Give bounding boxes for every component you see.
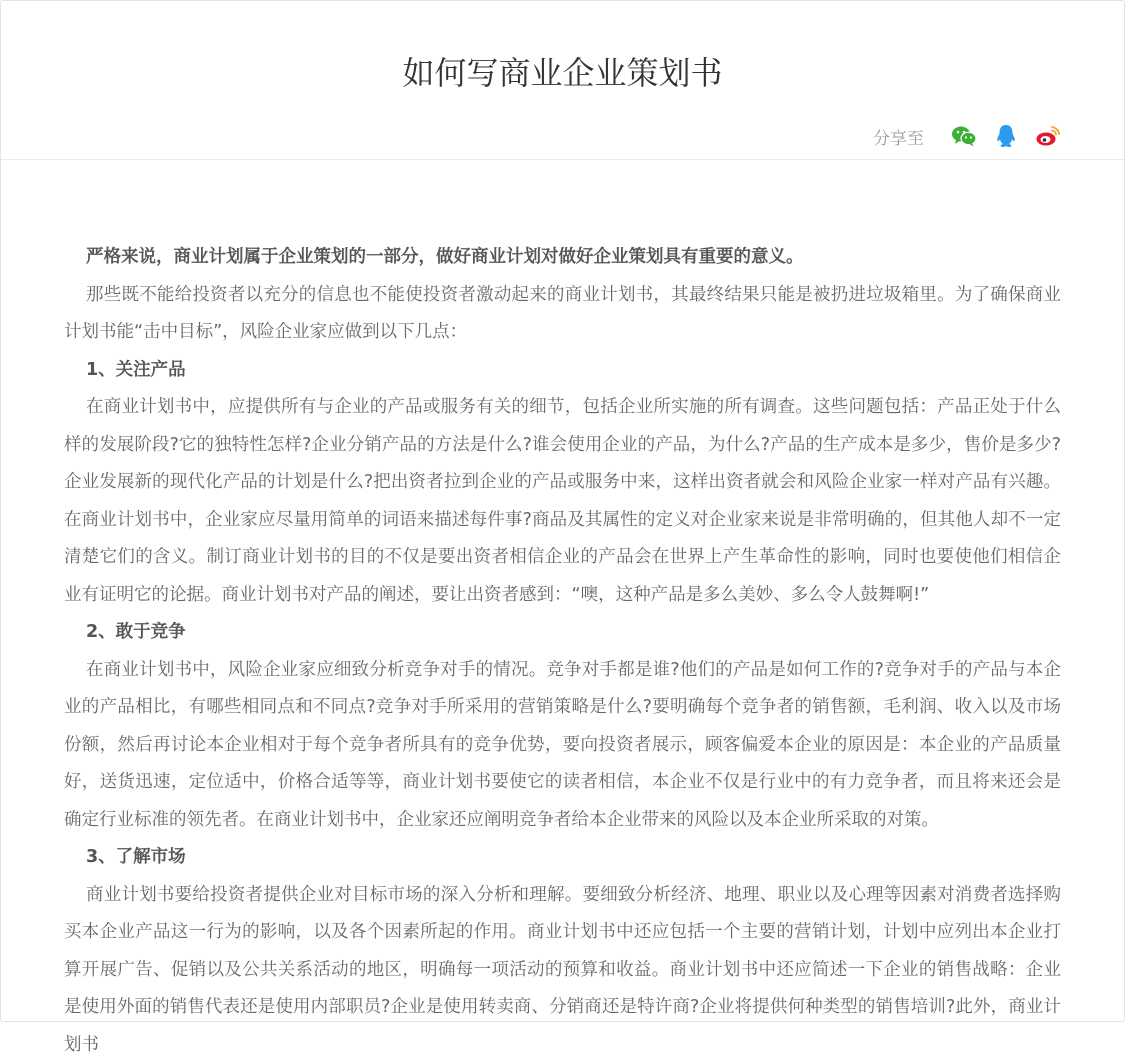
wechat-icon[interactable] xyxy=(950,122,978,150)
page-title: 如何写商业企业策划书 xyxy=(1,51,1124,95)
section-heading: 1、关注产品 xyxy=(64,352,1061,390)
weibo-icon[interactable] xyxy=(1034,122,1062,150)
section-heading: 2、敢于竞争 xyxy=(64,614,1061,652)
paragraph: 在商业计划书中，风险企业家应细致分析竞争对手的情况。竞争对手都是谁?他们的产品是如何工作的?竞争对手的产品与本企业的产品相比，有哪些相同点和不同点?竞争对手所采用的营销策略是什么?要明确每个竞争者的销售额，毛利润、收入以及市场份额，然后再讨论本企业相对于每个竞争者所具有的竞争优势，要向投资者展示，顾客偏爱本企业的原因是：本企业的产品质量好，送货迅速，定位适中，价格合适等等，商业计划书要使它的读者相信，本企业不仅是行业中的有力竞争者，而且将来还会是确定行业标准的领先者。在商业计划书中，企业家还应阐明竞争者给本企业带来的风险以及本企业所采取的对策。 xyxy=(64,652,1061,840)
paragraph: 那些既不能给投资者以充分的信息也不能使投资者激动起来的商业计划书，其最终结果只能是被扔进垃圾箱里。为了确保商业计划书能“击中目标”，风险企业家应做到以下几点： xyxy=(64,277,1061,352)
paragraph: 在商业计划书中，应提供所有与企业的产品或服务有关的细节，包括企业所实施的所有调查。这些问题包括：产品正处于什么样的发展阶段?它的独特性怎样?企业分销产品的方法是什么?谁会使用企业的产品，为什么?产品的生产成本是多少，售价是多少?企业发展新的现代化产品的计划是什么?把出资者拉到企业的产品或服务中来，这样出资者就会和风险企业家一样对产品有兴趣。在商业计划书中，企业家应尽量用简单的词语来描述每件事?商品及其属性的定义对企业家来说是非常明确的，但其他人却不一定清楚它们的含义。制订商业计划书的目的不仅是要出资者相信企业的产品会在世界上产生革命性的影响，同时也要使他们相信企业有证明它的论据。商业计划书对产品的阐述，要让出资者感到：“噢，这种产品是多么美妙、多么令人鼓舞啊!” xyxy=(64,389,1061,614)
article-body xyxy=(64,239,1061,1064)
share-bar xyxy=(873,121,1062,151)
article-header xyxy=(1,1,1124,160)
share-label: 分享至 xyxy=(873,124,924,149)
section-heading: 3、了解市场 xyxy=(64,839,1061,877)
intro-paragraph: 严格来说，商业计划属于企业策划的一部分，做好商业计划对做好企业策划具有重要的意义。 xyxy=(64,239,1061,277)
paragraph: 商业计划书要给投资者提供企业对目标市场的深入分析和理解。要细致分析经济、地理、职业以及心理等因素对消费者选择购买本企业产品这一行为的影响，以及各个因素所起的作用。商业计划书中还应包括一个主要的营销计划，计划中应列出本企业打算开展广告、促销以及公共关系活动的地区，明确每一项活动的预算和收益。商业计划书中还应简述一下企业的销售战略：企业是使用外面的销售代表还是使用内部职员?企业是使用转卖商、分销商还是特许商?企业将提供何种类型的销售培训?此外，商业计划书 xyxy=(64,877,1061,1064)
qq-icon[interactable] xyxy=(992,122,1020,150)
